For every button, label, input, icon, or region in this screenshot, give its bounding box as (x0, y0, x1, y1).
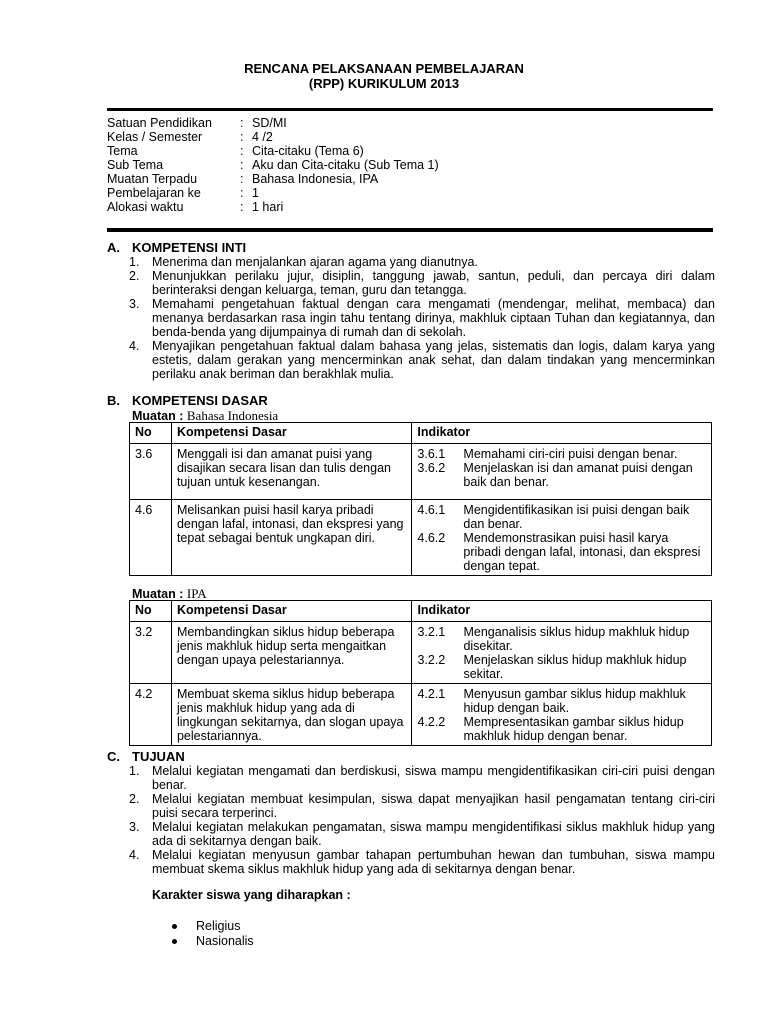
list-number: 3. (129, 820, 140, 834)
identity-separator: : (240, 172, 244, 186)
document-title-line2: (RPP) KURIKULUM 2013 (308, 76, 460, 91)
cell-indikator (412, 444, 712, 500)
identity-separator: : (240, 200, 244, 214)
cell-indikator (412, 684, 712, 746)
identity-row (107, 116, 439, 130)
identity-separator: : (240, 186, 244, 200)
indicator-code: 4.6.1 (417, 503, 446, 517)
indicator-item (417, 715, 706, 743)
list-number: 1. (129, 255, 140, 269)
identity-block (107, 116, 439, 214)
kd-table-bahasa (129, 422, 712, 576)
indicator-code: 3.2.1 (417, 625, 446, 639)
identity-row (107, 144, 439, 158)
list-item (172, 934, 254, 949)
indicator-item (417, 503, 706, 531)
identity-value: 1 hari (252, 200, 284, 214)
identity-value: Cita-citaku (Tema 6) (252, 144, 364, 158)
identity-row (107, 172, 439, 186)
identity-value: 1 (252, 186, 259, 200)
karakter-heading: Karakter siswa yang diharapkan : (152, 888, 351, 902)
identity-label: Kelas / Semester (107, 130, 203, 144)
identity-separator: : (240, 144, 244, 158)
identity-value: Aku dan Cita-citaku (Sub Tema 1) (252, 158, 439, 172)
indicator-code: 3.6.1 (417, 447, 446, 461)
section-heading-kompetensi-dasar (107, 393, 268, 408)
muatan-subject: Bahasa Indonesia (186, 408, 279, 423)
list-item (129, 764, 715, 792)
list-item (172, 919, 254, 934)
list-item (129, 269, 715, 297)
cell-no: 3.2 (130, 622, 172, 684)
list-item (129, 792, 715, 820)
column-header-no: No (130, 423, 172, 444)
indicator-text: Mengidentifikasikan isi puisi dengan baik dan benar. (463, 503, 690, 531)
indicator-text: Mendemonstrasikan puisi hasil karya pribadi dengan lafal, intonasi, dan ekspresi dengan tepat. (463, 531, 701, 573)
column-header-indikator: Indikator (412, 601, 712, 622)
karakter-list (172, 919, 254, 949)
list-number: 4. (129, 339, 140, 353)
cell-indikator (412, 622, 712, 684)
list-text: Melalui kegiatan melakukan pengamatan, siswa mampu mengidentifikasi siklus makhluk hidup yang ada di sekitarnya dengan baik. (152, 820, 715, 848)
list-text: Menerima dan menjalankan ajaran agama yang dianutnya. (152, 255, 478, 269)
muatan-subject: IPA (186, 586, 207, 601)
muatan-label: Muatan : (132, 409, 184, 423)
indicator-text: Menganalisis siklus hidup makhluk hidup disekitar. (463, 625, 690, 653)
list-number: 2. (129, 269, 140, 283)
cell-no: 3.6 (130, 444, 172, 500)
cell-no: 4.2 (130, 684, 172, 746)
indicator-code: 3.2.2 (417, 653, 446, 667)
list-text: Melalui kegiatan membuat kesimpulan, siswa dapat menyajikan hasil pengamatan tentang ciri-ciri puisi secara terperinci. (152, 792, 715, 820)
column-header-indikator: Indikator (412, 423, 712, 444)
indicator-text: Menjelaskan isi dan amanat puisi dengan baik dan benar. (463, 461, 693, 489)
bullet-icon (172, 924, 177, 929)
identity-label: Sub Tema (107, 158, 164, 172)
indicator-item (417, 531, 706, 573)
section-title: KOMPETENSI DASAR (132, 393, 268, 408)
kd-table-ipa (129, 600, 712, 746)
list-number: 4. (129, 848, 140, 862)
table-row (130, 684, 712, 746)
list-item (129, 255, 715, 269)
divider-top (107, 108, 713, 111)
indicator-item (417, 447, 706, 461)
identity-value: SD/MI (252, 116, 287, 130)
list-item (129, 339, 715, 381)
indicator-code: 3.6.2 (417, 461, 446, 475)
identity-separator: : (240, 130, 244, 144)
list-number: 3. (129, 297, 140, 311)
section-heading-kompetensi-inti (107, 240, 246, 255)
list-text: Nasionalis (196, 934, 254, 948)
table-row (130, 622, 712, 684)
list-item (129, 848, 715, 876)
cell-kd: Membuat skema siklus hidup beberapa jenis makhluk hidup yang ada di lingkungan sekitarnya, dan slogan upaya pelestariannya. (171, 684, 412, 746)
column-header-kd: Kompetensi Dasar (171, 601, 412, 622)
indicator-item (417, 461, 706, 489)
identity-row (107, 186, 439, 200)
table-header-row (130, 423, 712, 444)
column-header-no: No (130, 601, 172, 622)
identity-row (107, 158, 439, 172)
identity-row (107, 200, 439, 214)
identity-separator: : (240, 116, 244, 130)
list-text: Memahami pengetahuan faktual dengan cara mengamati (mendengar, melihat, membaca) dan menanya berdasarkan rasa ingin tahu tentang dirinya, makhluk ciptaan Tuhan dan kegiatannya, dan benda-benda yang dijumpainya di rumah dan di sekolah. (152, 297, 715, 339)
table-row (130, 444, 712, 500)
section-heading-tujuan (107, 749, 185, 764)
section-letter: B. (107, 393, 120, 408)
list-text: Religius (196, 919, 241, 933)
section-letter: A. (107, 240, 120, 255)
cell-kd: Menggali isi dan amanat puisi yang disajikan secara lisan dan tulis dengan tujuan untuk kesenangan. (171, 444, 411, 500)
identity-row (107, 130, 439, 144)
indicator-code: 4.6.2 (417, 531, 446, 545)
list-text: Melalui kegiatan menyusun gambar tahapan pertumbuhan hewan dan tumbuhan, siswa mampu membuat skema siklus makhluk hidup yang ada di sekitarnya dengan benar. (152, 848, 715, 876)
indicator-code: 4.2.2 (417, 715, 446, 729)
list-number: 1. (129, 764, 140, 778)
column-header-kd: Kompetensi Dasar (171, 423, 411, 444)
section-title: TUJUAN (132, 749, 185, 764)
indicator-item (417, 653, 706, 681)
indicator-text: Memahami ciri-ciri puisi dengan benar. (463, 447, 678, 461)
muatan-label: Muatan : (132, 587, 184, 601)
divider-bottom (107, 228, 713, 232)
cell-no: 4.6 (130, 500, 172, 576)
bullet-icon (172, 939, 177, 944)
document-title-line1: RENCANA PELAKSANAAN PEMBELAJARAN (244, 61, 524, 76)
identity-value: Bahasa Indonesia, IPA (252, 172, 379, 186)
indicator-text: Menyusun gambar siklus hidup makhluk hidup dengan baik. (463, 687, 686, 715)
section-title: KOMPETENSI INTI (132, 240, 247, 255)
list-item (129, 297, 715, 339)
identity-label: Pembelajaran ke (107, 186, 201, 200)
list-item (129, 820, 715, 848)
tujuan-list (129, 764, 715, 876)
indicator-item (417, 687, 706, 715)
cell-kd: Membandingkan siklus hidup beberapa jenis makhluk hidup serta mengaitkan dengan upaya pelestariannya. (171, 622, 412, 684)
identity-separator: : (240, 158, 244, 172)
identity-label: Satuan Pendidikan (107, 116, 212, 130)
list-text: Menyajikan pengetahuan faktual dalam bahasa yang jelas, sistematis dan logis, dalam karya yang estetis, dalam gerakan yang mencerminkan anak sehat, dan dalam tindakan yang mencerminkan perilaku anak beriman dan berakhlak mulia. (152, 339, 715, 381)
indicator-item (417, 625, 706, 653)
section-letter: C. (107, 749, 120, 764)
identity-label: Muatan Terpadu (107, 172, 198, 186)
cell-kd: Melisankan puisi hasil karya pribadi dengan lafal, intonasi, dan ekspresi yang tepat sebagai bentuk ungkapan diri. (171, 500, 411, 576)
identity-label: Tema (107, 144, 138, 158)
table-header-row (130, 601, 712, 622)
cell-indikator (412, 500, 712, 576)
kompetensi-inti-list (129, 255, 715, 381)
table-row (130, 500, 712, 576)
indicator-code: 4.2.1 (417, 687, 446, 701)
indicator-text: Menjelaskan siklus hidup makhluk hidup sekitar. (463, 653, 687, 681)
list-text: Melalui kegiatan mengamati dan berdiskusi, siswa mampu mengidentifikasikan ciri-ciri puisi dengan benar. (152, 764, 715, 792)
list-number: 2. (129, 792, 140, 806)
indicator-text: Mempresentasikan gambar siklus hidup makhluk hidup dengan benar. (463, 715, 684, 743)
list-text: Menunjukkan perilaku jujur, disiplin, tanggung jawab, santun, peduli, dan percaya diri dalam berinteraksi dengan keluarga, teman, guru dan tetangga. (152, 269, 715, 297)
identity-value: 4 /2 (252, 130, 273, 144)
identity-label: Alokasi waktu (107, 200, 184, 214)
